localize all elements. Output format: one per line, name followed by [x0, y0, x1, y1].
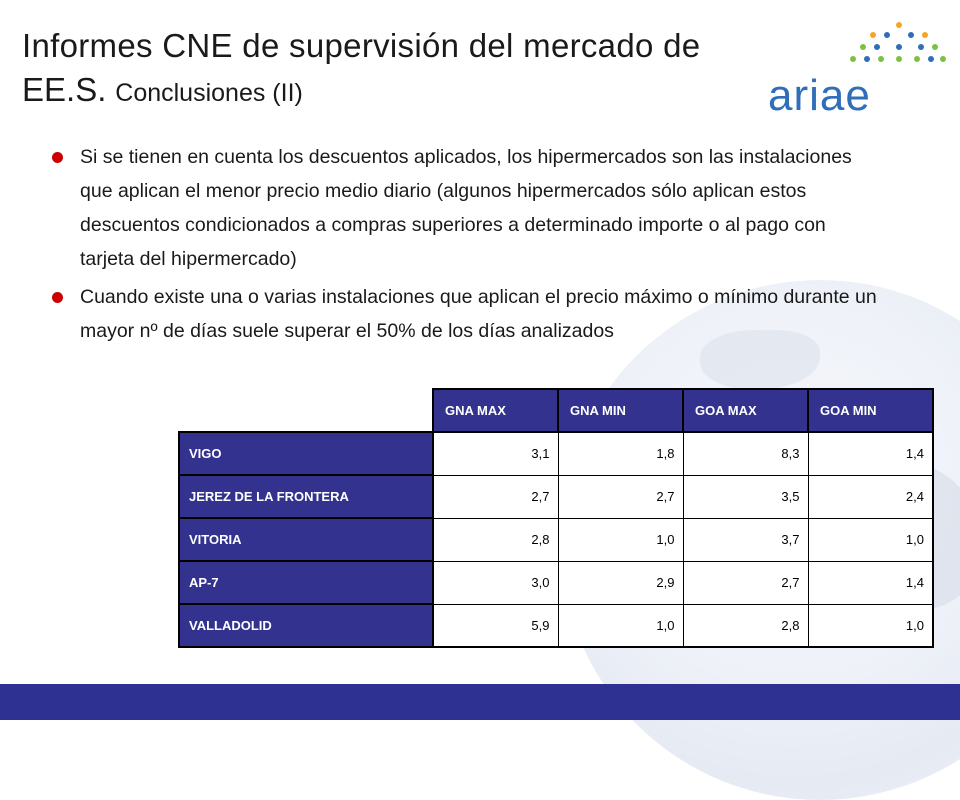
table-cell: 2,4 — [808, 475, 933, 518]
slide-title-line2-main: EE.S. — [22, 71, 107, 108]
column-header: GNA MIN — [558, 389, 683, 432]
logo-dot — [864, 56, 870, 62]
table-cell: 3,7 — [683, 518, 808, 561]
table-header-row — [179, 389, 933, 432]
table-cell: 2,8 — [683, 604, 808, 647]
table-cell: 3,0 — [433, 561, 558, 604]
logo-dot — [860, 44, 866, 50]
footer-bar — [0, 684, 960, 720]
bullet-item — [48, 280, 878, 348]
table-cell: 3,1 — [433, 432, 558, 475]
table-row — [179, 432, 933, 475]
logo-dot — [870, 32, 876, 38]
table-cell: 2,7 — [558, 475, 683, 518]
table-cell: 5,9 — [433, 604, 558, 647]
table-cell: 1,0 — [558, 518, 683, 561]
table-cell: 2,9 — [558, 561, 683, 604]
logo-dot — [940, 56, 946, 62]
table-row — [179, 604, 933, 647]
bullet-list — [48, 140, 878, 348]
bullet-dot-icon — [52, 152, 63, 163]
table-cell: 2,8 — [433, 518, 558, 561]
price-table — [178, 388, 934, 648]
table-cell: 1,4 — [808, 561, 933, 604]
table-cell: 1,8 — [558, 432, 683, 475]
column-header: GOA MAX — [683, 389, 808, 432]
row-header: AP-7 — [179, 561, 433, 604]
table-corner — [179, 389, 433, 432]
logo-dot — [908, 32, 914, 38]
logo-dot — [850, 56, 856, 62]
row-header: VALLADOLID — [179, 604, 433, 647]
table-cell: 2,7 — [433, 475, 558, 518]
slide-title — [22, 24, 700, 115]
logo-wordmark: ariae — [768, 71, 871, 120]
table-cell: 3,5 — [683, 475, 808, 518]
logo-dot — [918, 44, 924, 50]
table-cell: 1,0 — [808, 518, 933, 561]
row-header: JEREZ DE LA FRONTERA — [179, 475, 433, 518]
table-cell: 1,0 — [558, 604, 683, 647]
logo-dot — [932, 44, 938, 50]
logo-dot — [878, 56, 884, 62]
slide-title-line1: Informes CNE de supervisión del mercado de — [22, 27, 701, 64]
logo-dot — [922, 32, 928, 38]
row-header: VITORIA — [179, 518, 433, 561]
logo-dot — [874, 44, 880, 50]
slide-title-line2-sub: Conclusiones (II) — [115, 79, 303, 107]
table-cell: 1,4 — [808, 432, 933, 475]
table-row — [179, 518, 933, 561]
row-header: VIGO — [179, 432, 433, 475]
logo-dot — [884, 32, 890, 38]
table-cell: 8,3 — [683, 432, 808, 475]
table-cell: 2,7 — [683, 561, 808, 604]
logo-dot — [896, 44, 902, 50]
ariae-logo — [760, 16, 950, 120]
logo-dot — [928, 56, 934, 62]
bullet-dot-icon — [52, 292, 63, 303]
column-header: GOA MIN — [808, 389, 933, 432]
logo-dot — [896, 56, 902, 62]
table-row — [179, 561, 933, 604]
table-row — [179, 475, 933, 518]
logo-dot — [914, 56, 920, 62]
table-cell: 1,0 — [808, 604, 933, 647]
column-header: GNA MAX — [433, 389, 558, 432]
logo-dot — [896, 22, 902, 28]
bullet-item — [48, 140, 878, 276]
bullet-text: Cuando existe una o varias instalaciones que aplican el precio máximo o mínimo durante un mayor nº de días suele superar el 50% de los días analizados — [80, 286, 877, 342]
bullet-text: Si se tienen en cuenta los descuentos aplicados, los hipermercados son las instalaciones que aplican el menor precio medio diario (algunos hipermercados sólo aplican estos descuentos condicionados a compras superiores a determinado importe o al pago con tarjeta del hipermercado) — [80, 146, 852, 270]
